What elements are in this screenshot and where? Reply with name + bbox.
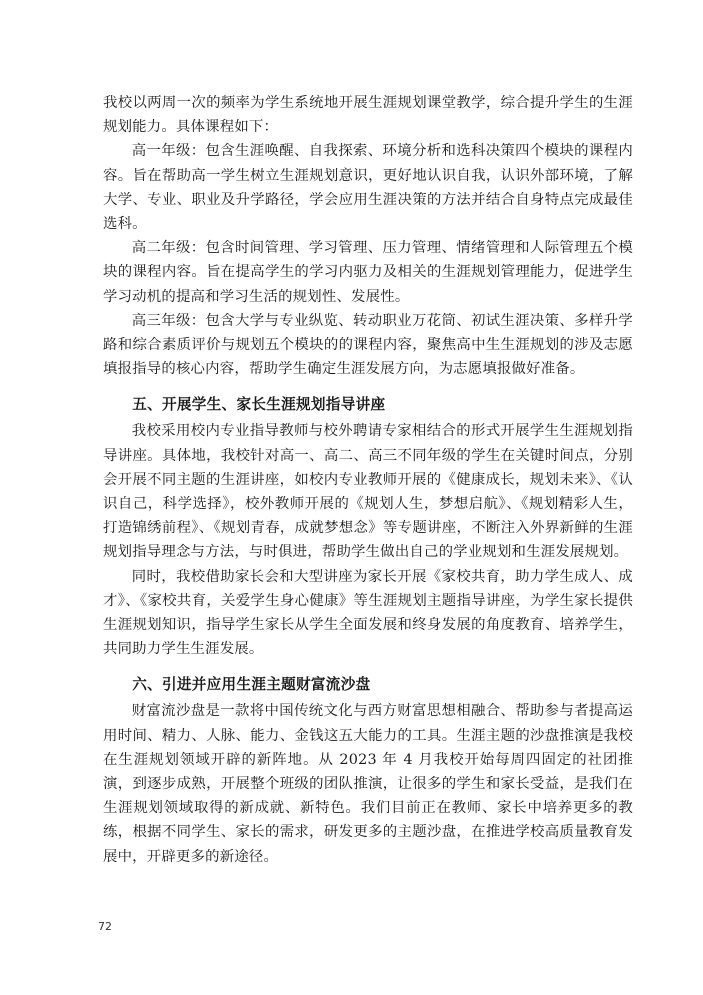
intro-paragraph: 我校以两周一次的频率为学生系统地开展生涯规划课堂教学，综合提升学生的生涯规划能力。具体课程如下：: [103, 95, 633, 136]
page-number: 72: [98, 920, 112, 933]
section-six-paragraph-1: 财富流沙盘是一款将中国传统文化与西方财富思想相融合、帮助参与者提高运用时间、精力、人脉、能力、金钱这五大能力的工具。生涯主题的沙盘推演是我校在生涯规划领域开辟的新阵地。从 2023 年 4 月我校开始每周四固定的社团推演，到逐步成熟，开展整个班级的团队推演，让很多的学生和家长受益，是我们在生涯规划领域取得的新成就、新特色。我们目前正在教师、家长中培养更多的教练，根据不同学生、家长的需求，研发更多的主题沙盘，在推进学校高质量教育发展中，开辟更多的新途径。: [103, 703, 633, 865]
grade-one-paragraph: 高一年级：包含生涯唤醒、自我探索、环境分析和选科决策四个模块的课程内容。旨在帮助高一学生树立生涯规划意识，更好地认识自我，认识外部环境，了解大学、专业、职业及升学路径，学会应用生涯决策的方法并结合自身特点完成最佳选科。: [103, 143, 633, 233]
section-six-heading: 六、引进并应用生涯主题财富流沙盘: [132, 676, 371, 694]
section-five-paragraph-2: 同时，我校借助家长会和大型讲座为家长开展《家校共育，助力学生成人、成才》、《家校共育，关爱学生身心健康》等生涯规划主题指导讲座，为学生家长提供生涯规划知识，指导学生家长从学生全面发展和终身发展的角度教育、培养学生，共同助力学生生涯发展。: [103, 568, 633, 658]
document-body: [103, 91, 633, 869]
grade-two-paragraph: 高二年级：包含时间管理、学习管理、压力管理、情绪管理和人际管理五个模块的课程内容。旨在提高学生的学习内驱力及相关的生涯规划管理能力，促进学生学习动机的提高和学习生活的规划性、发展性。: [103, 240, 633, 305]
grade-three-paragraph: 高三年级：包含大学与专业纵览、转动职业万花筒、初试生涯决策、多样升学路和综合素质评价与规划五个模块的的课程内容，聚焦高中生生涯规划的涉及志愿填报指导的核心内容，帮助学生确定生涯发展方向，为志愿填报做好准备。: [103, 312, 633, 378]
section-five-heading: 五、开展学生、家长生涯规划指导讲座: [132, 396, 386, 414]
section-five-paragraph-1: 我校采用校内专业指导教师与校外聘请专家相结合的形式开展学生生涯规划指导讲座。具体地，我校针对高一、高二、高三不同年级的学生在关键时间点，分别会开展不同主题的生涯讲座，如校内专业教师开展的《健康成长，规划未来》、《认识自己，科学选择》，校外教师开展的《规划人生，梦想启航》、《规划精彩人生，打造锦绣前程》、《规划青春，成就梦想念》等专题讲座，不断注入外界新鲜的生涯规划指导理念与方法，与时俱进，帮助学生做出自己的学业规划和生涯发展规划。: [103, 423, 633, 561]
